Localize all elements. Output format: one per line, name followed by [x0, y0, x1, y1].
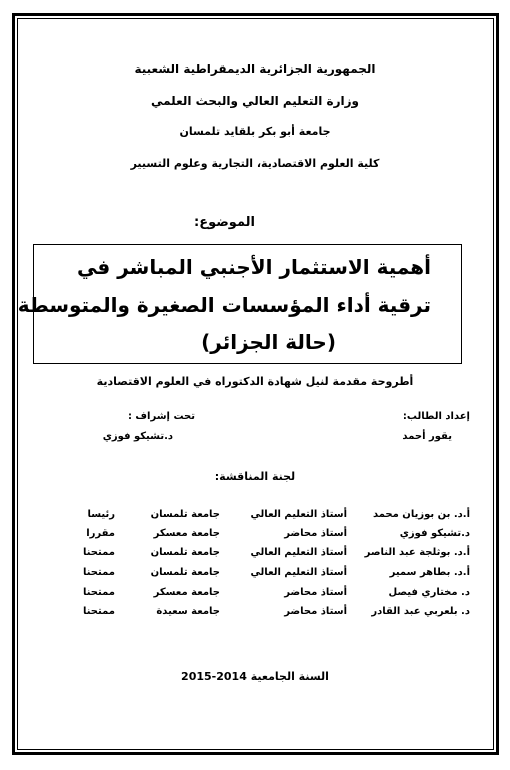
committee-row — [0, 547, 510, 563]
member-university: جامعة معسكر — [153, 528, 220, 539]
university-name: جامعة أبو بكر بلقايد تلمسان — [179, 125, 331, 138]
member-university: جامعة معسكر — [153, 587, 220, 598]
title-box — [17, 244, 462, 364]
member-rank: أستاذ محاضر — [284, 587, 347, 598]
title-line-3: (حالة الجزائر) — [201, 330, 336, 354]
member-name: أ.د. بطاهر سمير — [389, 567, 470, 578]
academic-year: السنة الجامعية 2014-2015 — [181, 670, 329, 683]
member-role: مقررا — [86, 528, 115, 539]
supervisor-label: تحت إشراف : — [127, 411, 195, 422]
committee-row — [0, 587, 510, 603]
republic-name: الجمهورية الجزائرية الديمقراطية الشعبية — [134, 62, 376, 76]
member-university: جامعة سعيدة — [156, 606, 220, 617]
committee-row — [0, 509, 510, 525]
member-name: د. بلعربي عبد القادر — [371, 606, 470, 617]
member-rank: أستاذ التعليم العالي — [250, 547, 347, 558]
committee-row — [0, 528, 510, 544]
member-rank: أستاذ محاضر — [284, 606, 347, 617]
committee-title: لجنة المناقشة: — [214, 470, 296, 483]
member-rank: أستاذ التعليم العالي — [250, 567, 347, 578]
ministry-name: وزارة التعليم العالي والبحث العلمي — [150, 94, 360, 108]
thesis-note: أطروحة مقدمة لنيل شهادة الدكتوراه في العلوم الاقتصادية — [96, 375, 414, 388]
supervisor-name: د.تشيكو فوزي — [102, 431, 173, 442]
member-role: ممتحنا — [82, 567, 115, 578]
member-name: أ.د. بن بوزيان محمد — [372, 509, 470, 520]
member-university: جامعة تلمسان — [150, 567, 220, 578]
member-rank: أستاذ محاضر — [284, 528, 347, 539]
title-line-1: أهمية الاستثمار الأجنبي المباشر في — [76, 255, 431, 279]
student-name: يقور أحمد — [402, 431, 452, 442]
committee-row — [0, 567, 510, 583]
member-university: جامعة تلمسان — [150, 509, 220, 520]
title-line-2: ترقية أداء المؤسسات الصغيرة والمتوسطة — [17, 293, 431, 317]
member-role: ممتحنا — [82, 547, 115, 558]
member-name: د. مختاري فيصل — [388, 587, 470, 598]
member-name: د.تشيكو فوزي — [399, 528, 470, 539]
subject-label: الموضوع: — [194, 215, 255, 230]
member-role: ممتحنا — [82, 587, 115, 598]
faculty-name: كلية العلوم الاقتصادية، التجارية وعلوم التسيير — [130, 157, 380, 170]
member-rank: أستاذ التعليم العالي — [250, 509, 347, 520]
member-name: أ.د. بوثلجة عبد الناصر — [364, 547, 470, 558]
member-university: جامعة تلمسان — [150, 547, 220, 558]
member-role: رئيسا — [87, 509, 115, 520]
committee-row — [0, 606, 510, 622]
member-role: ممتحنا — [82, 606, 115, 617]
prepared-by-label: إعداد الطالب: — [402, 411, 470, 422]
